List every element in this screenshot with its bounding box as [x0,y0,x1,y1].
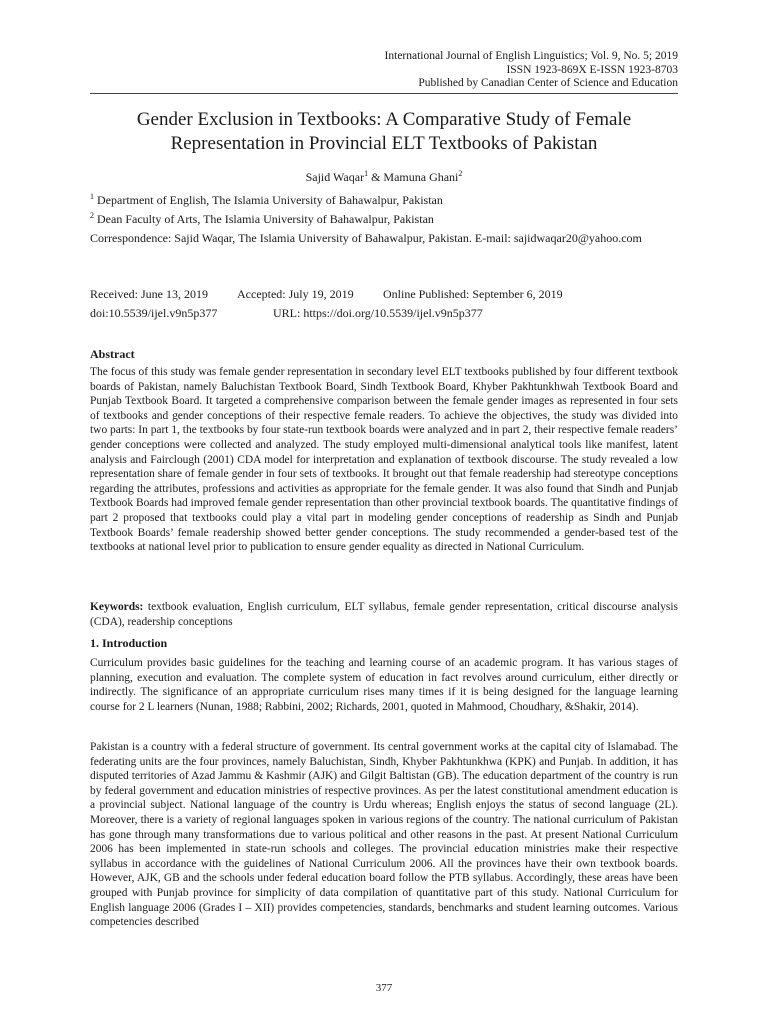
abstract-body: The focus of this study was female gender representation in secondary level ELT textbooks published by four different textbook boards of Pakistan, namely Baluchistan Textbook Board, Sindh Textbook Board, Khyber Pakhtunkhwah Textbook Board and Punjab Textbook Board. It targeted a comprehensive comparison between the female gender images as represented in four sets of textbooks and gender conceptions of their respective female readers. To achieve the objectives, the study was divided into two parts: In part 1, the textbooks by four state-run textbook boards were analyzed and in part 2, their respective female readers’ gender conceptions were collected and analyzed. The study employed multi-dimensional analytical tools like manifest, latent analysis and Fairclough (2001) CDA model for interpretation and explanation of textbook discourse. The study revealed a low representation share of female gender in four sets of textbooks. It brought out that female readership had stereotype conceptions regarding the attributes, professions and activities as appropriate for the female gender. It was also found that Sindh and Punjab Textbook Boards had improved female gender representation than other provincial textbook boards. The quantitative findings of part 2 proposed that textbooks could play a vital part in modeling gender conceptions of readership as Sindh and Punjab Textbook Boards’ female readership showed better gender conceptions. The study recommended a gender-based test of the textbooks at national level prior to publication to ensure gender equality as directed in National Curriculum. [90,366,678,554]
keywords-label: Keywords: [90,601,144,613]
author-list [90,167,678,184]
received-date: Received: June 13, 2019 [90,287,208,301]
article-url[interactable]: URL: https://doi.org/10.5539/ijel.v9n5p377 [273,306,483,320]
author-affiliation-marker: 2 [458,169,463,178]
affiliation-2 [90,209,678,226]
publication-dates [90,287,678,301]
correspondence: Correspondence: Sajid Waqar, The Islamia University of Bahawalpur, Pakistan. E-mail: sajidwaqar20@yahoo.com [90,231,642,245]
article-title [90,108,678,156]
affiliation-text: Department of English, The Islamia University of Bahawalpur, Pakistan [97,193,443,207]
introduction-heading: 1. Introduction [90,636,168,650]
published-date: Online Published: September 6, 2019 [383,287,563,301]
affiliation-1 [90,190,678,207]
accepted-date: Accepted: July 19, 2019 [237,287,354,301]
author-affiliation-marker: 1 [364,169,369,178]
article-title-line-2: Representation in Provincial ELT Textbooks of Pakistan [170,133,598,154]
journal-citation-line: International Journal of English Linguistics; Vol. 9, No. 5; 2019 [384,50,678,62]
journal-header [278,50,678,91]
author-name: Mamuna Ghani [383,170,459,184]
affiliation-text: Dean Faculty of Arts, The Islamia University of Bahawalpur, Pakistan [97,212,434,226]
affiliation-marker: 1 [90,192,94,201]
article-title-line-1: Gender Exclusion in Textbooks: A Comparative Study of Female [136,109,632,130]
introduction-paragraph-2: Pakistan is a country with a federal structure of government. Its central government works at the capital city of Islamabad. The federating units are the four provinces, namely Baluchistan, Sindh, Khyber Pakhtunkhwa (KPK) and Punjab. In addition, it has disputed territories of Azad Jammu & Kashmir (AJK) and Gilgit Baltistan (GB). The education department of the country is run by federal government and education ministries of respective provinces. As per the latest constitutional amendment education is a provincial subject. National language of the country is Urdu whereas; English enjoys the status of second language (2L). Moreover, there is a variety of regional languages spoken in various regions of the country. The national curriculum of Pakistan has gone through many transformations due to various political and other reasons in the past. At present National Curriculum 2006 has been implemented in state-run schools and colleges. The provincial education ministries make their respective syllabus in accordance with the guidelines of National Curriculum 2006. All the provinces have their own textbook boards. However, AJK, GB and the schools under federal education board follow the PTB syllabus. Accordingly, these areas have been grouped with Punjab province for simplicity of data compilation of quantitative part of this study. National Curriculum for English language 2006 (Grades I – XII) provides competencies, standards, benchmarks and student learning outcomes. Various competencies described [90,741,678,929]
author-name: Sajid Waqar [305,170,365,184]
keywords-text: textbook evaluation, English curriculum, ELT syllabus, female gender representation, critical discourse analysis (CDA), readership conceptions [90,601,678,628]
abstract-heading: Abstract [90,347,135,361]
affiliation-marker: 2 [90,211,94,220]
page-number: 377 [375,982,393,994]
issn-line: ISSN 1923-869X E-ISSN 1923-8703 [506,63,678,76]
article-identifiers [90,306,678,320]
header-divider [90,93,678,94]
keywords [90,600,678,629]
author-separator: & [368,170,384,184]
introduction-paragraph-1: Curriculum provides basic guidelines for the teaching and learning course of an academic program. It has various stages of planning, execution and evaluation. The complete system of education in fact revolves around curriculum, either directly or indirectly. The significance of an appropriate curriculum rises many times if it is being designed for the language learning course for 2 L learners (Nunan, 1988; Rabbini, 2002; Richards, 2001, quoted in Mahmood, Choudhary, &Shakir, 2014). [90,657,678,713]
publisher-line: Published by Canadian Center of Science and Education [418,77,678,89]
doi: doi:10.5539/ijel.v9n5p377 [90,306,218,320]
